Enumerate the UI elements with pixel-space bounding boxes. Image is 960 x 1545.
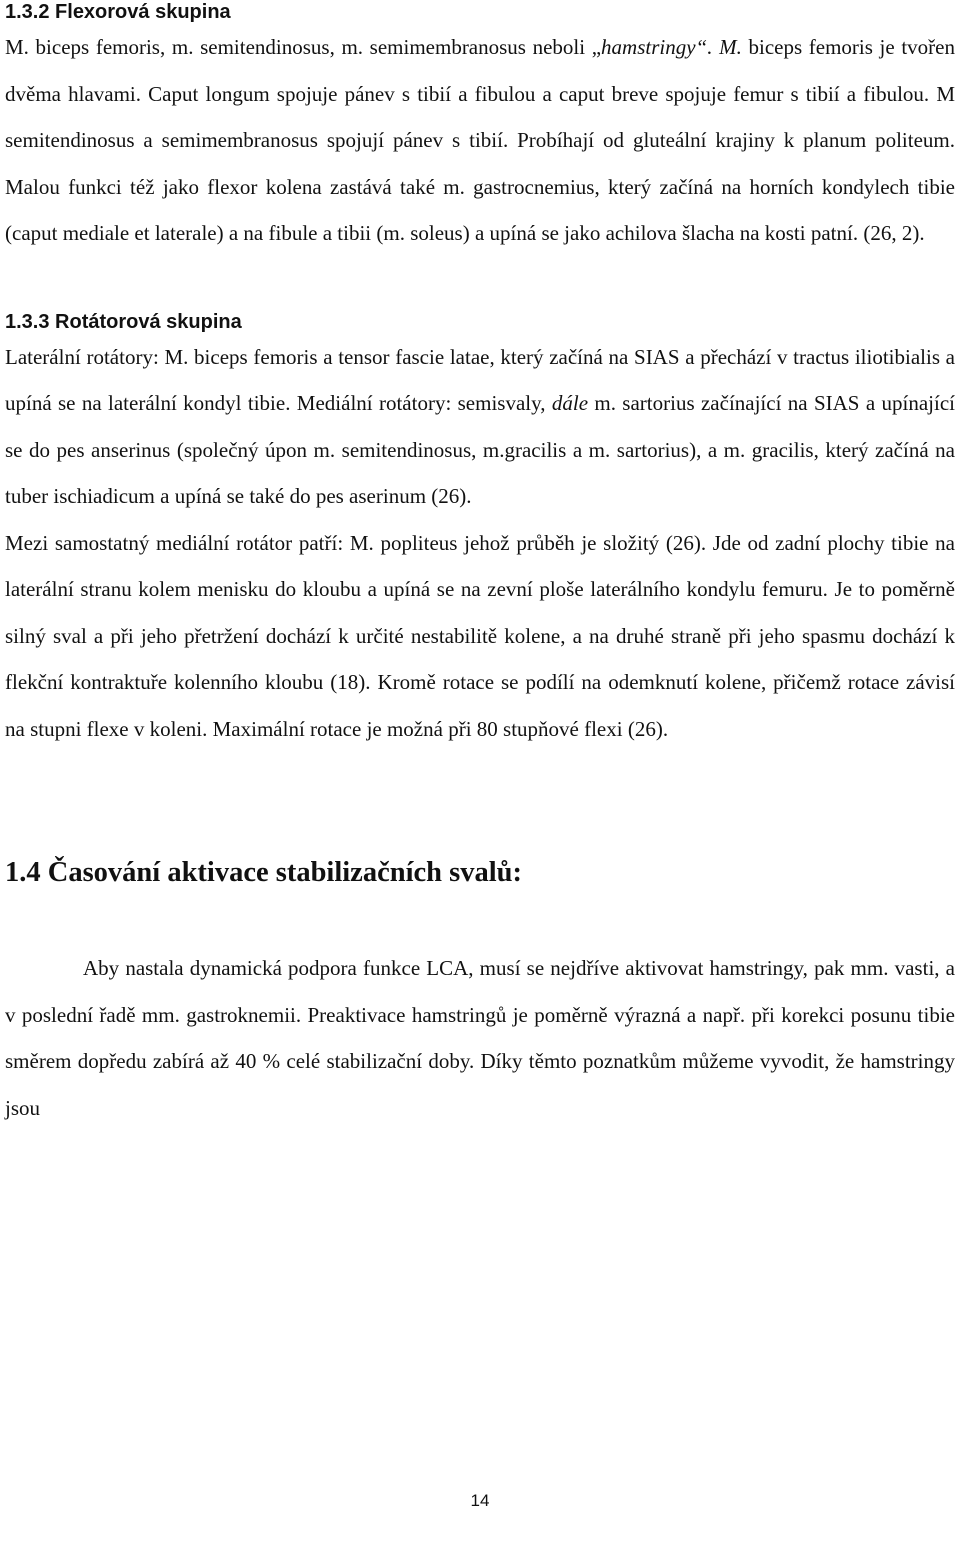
paragraph-rotator-group	[5, 334, 955, 520]
section-heading-1-3-2: 1.3.2 Flexorová skupina	[5, 1, 231, 23]
paragraph-popliteus: Mezi samostatný mediální rotátor patří: M. popliteus jehož průběh je složitý (26). Jde od zadní plochy tibie na laterální stranu kolem menisku do kloubu a upíná se na zevní ploše laterálního kondylu femuru. Je to poměrně silný sval a při jeho přetržení dochází k určité nestabilitě kolene, a na druhé straně při jeho spasmu dochází k flekční kontraktuře kolenního kloubu (18). Kromě rotace se podílí na odemknutí kolene, přičemž rotace závisí na stupni flexe v koleni. Maximální rotace je možná při 80 stupňové flexi (26).	[5, 530, 955, 741]
text-run: biceps femoris je tvořen dvěma hlavami. Caput longum spojuje pánev s tibií a fibulou a caput breve spojuje femur s tibií a fibulou. M semitendinosus a semimembranosus spojují pánev s tibií. Probíhají od gluteální krajiny k planum politeum. Malou funkci též jako flexor kolena zastává také m. gastrocnemius, který začíná na horních kondylech tibie (caput mediale et laterale) a na fibule a tibii (m. soleus) a upíná se jako achilova šlacha na kosti patní. (26, 2).	[5, 35, 955, 245]
text-run-italic: hamstringy“. M.	[601, 35, 742, 59]
text-run: m. sartorius začínající na SIAS a upínající se do pes anserinus (společný úpon m. semitendinosus, m.gracilis a m. sartorius), a m. gracilis, který začíná na tuber ischiadicum a upíná se také do pes aserinum (26).	[5, 391, 955, 508]
document-page	[5, 0, 955, 1131]
paragraph-flexor-group	[5, 24, 955, 257]
spacer	[5, 257, 955, 304]
text-run: Laterální rotátory: M. biceps femoris a tensor fascie latae, který začíná na SIAS a přechází v tractus iliotibialis a upíná se na laterální kondyl tibie. Mediální rotátory: semisvaly,	[5, 344, 955, 415]
text-run-italic: dále	[551, 391, 589, 415]
section-heading-1-4: 1.4 Časování aktivace stabilizačních svalů:	[5, 857, 522, 888]
page-number: 14	[470, 1491, 490, 1510]
text-run: M. biceps femoris, m. semitendinosus, m. semimembranosus neboli „	[5, 35, 602, 59]
section-heading-1-3-3: 1.3.3 Rotátorová skupina	[5, 310, 242, 333]
paragraph-activation-timing: Aby nastala dynamická podpora funkce LCA, musí se nejdříve aktivovat hamstringy, pak mm. vasti, a v poslední řadě mm. gastroknemii. Preaktivace hamstringů je poměrně výrazná a např. při korekci posunu tibie směrem dopředu zabírá až 40 % celé stabilizační doby. Díky těmto poznatkům můžeme vyvodit, že hamstringy jsou	[5, 956, 955, 1120]
